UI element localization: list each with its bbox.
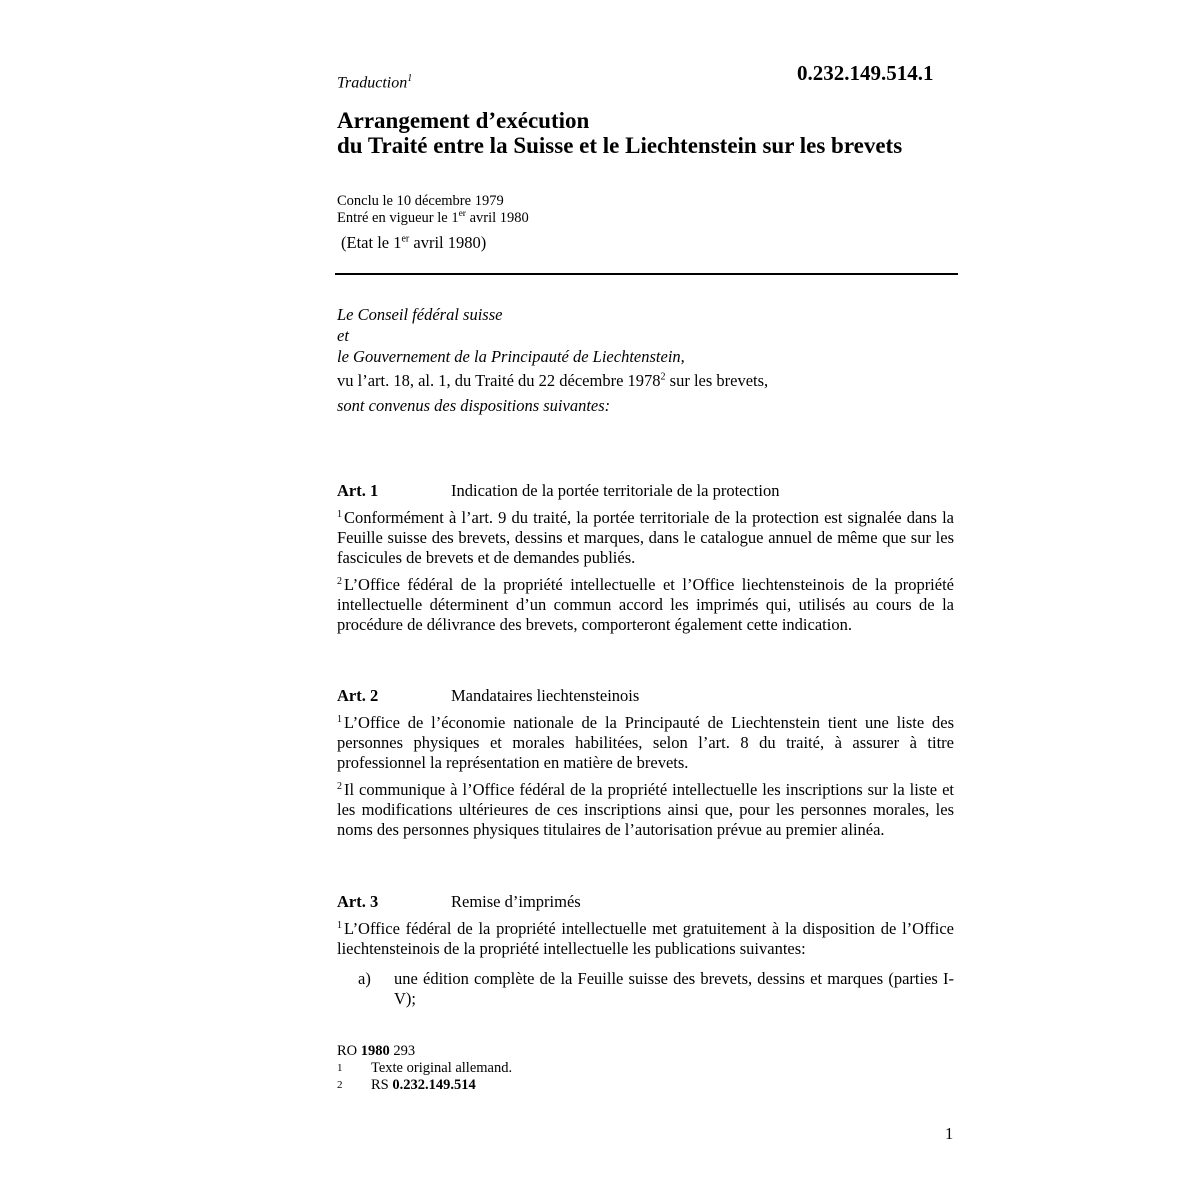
- article-title: Remise d’imprimés: [451, 892, 581, 911]
- footnote-ref[interactable]: 1: [407, 73, 413, 84]
- document-title: [337, 108, 977, 158]
- article-number: Art. 1: [337, 481, 379, 500]
- header-divider: [335, 273, 958, 275]
- list-item-label: a): [358, 969, 371, 988]
- list-item: [358, 969, 954, 1009]
- article-1: [337, 481, 954, 642]
- preamble-line: et: [337, 326, 349, 345]
- article-paragraph: $^1$ L’Office de l’économie nationale de la Principauté de Liechtenstein tient une liste des personnes physiques et morales habilitées, selon l’art. 8 du traité, à assurer à titre professionnel la représentation en matière de brevets.: [337, 713, 954, 772]
- preamble-line: le Gouvernement de la Principauté de Liechtenstein,: [337, 347, 685, 366]
- page-number: 1: [945, 1124, 954, 1143]
- article-heading: [337, 481, 954, 501]
- article-3: [337, 892, 954, 1009]
- footnote: [337, 1077, 512, 1094]
- state-date: (Etat le 1er avril 1980): [341, 233, 487, 252]
- footnote-text: Texte original allemand.: [371, 1060, 513, 1076]
- translation-label: Traduction$^1$: [337, 73, 413, 92]
- preamble-line: sont convenus des dispositions suivantes:: [337, 396, 611, 415]
- title-line: du Traité entre la Suisse et le Liechtenstein sur les brevets: [337, 133, 903, 158]
- list-item-text: une édition complète de la Feuille suisse des brevets, dessins et marques (parties I-V);: [394, 969, 954, 1008]
- footnote-number: 1: [337, 1062, 343, 1074]
- preamble-line: Le Conseil fédéral suisse: [337, 305, 503, 324]
- article-paragraph: $^1$ L’Office fédéral de la propriété intellectuelle met gratuitement à la disposition de l’Office liechtensteinois de la propriété intellectuelle les publications suivantes:: [337, 919, 954, 958]
- footnote-number: 2: [337, 1079, 343, 1091]
- footnote-text: RS 0.232.149.514: [371, 1077, 476, 1093]
- article-title: Mandataires liechtensteinois: [451, 686, 640, 705]
- preamble: [337, 304, 957, 416]
- article-paragraph: $^2$ L’Office fédéral de la propriété intellectuelle et l’Office liechtensteinois de la propriété intellectuelle déterminent d’un commun accord les imprimés qui, utilisés au cours de la procédure de délivrance des brevets, comporteront également cette indication.: [337, 575, 954, 634]
- article-number: Art. 3: [337, 892, 379, 911]
- article-2: [337, 686, 954, 847]
- document-number: 0.232.149.514.1: [797, 61, 934, 85]
- concluded-date: Conclu le 10 décembre 1979: [337, 193, 504, 209]
- article-number: Art. 2: [337, 686, 379, 705]
- official-collection-ref: RO 1980 293: [337, 1043, 416, 1059]
- preamble-line: vu l’art. 18, al. 1, du Traité du 22 décembre 1978$^2$ sur les brevets,: [337, 371, 769, 390]
- footnote: [337, 1060, 512, 1077]
- article-heading: [337, 892, 954, 912]
- article-paragraph: $^2$ Il communique à l’Office fédéral de la propriété intellectuelle les inscriptions sur la liste et les modifications ultérieures de ces inscriptions ainsi que, pour les personnes morales, les noms des personnes physiques titulaires de l’autorisation prévue au premier alinéa.: [337, 780, 954, 839]
- article-paragraph: $^1$ Conformément à l’art. 9 du traité, la portée territoriale de la protection est signalée dans la Feuille suisse des brevets, dessins et marques, dans le catalogue annuel de même que sur les fascicules de brevets et de demandes publiés.: [337, 508, 954, 567]
- in-force-date: Entré en vigueur le 1er avril 1980: [337, 209, 529, 226]
- title-line: Arrangement d’exécution: [337, 108, 590, 133]
- document-dates: [337, 193, 529, 227]
- article-heading: [337, 686, 954, 706]
- article-title: Indication de la portée territoriale de la protection: [451, 481, 780, 500]
- footnote-ref[interactable]: 2: [660, 371, 666, 383]
- footnotes: [337, 1043, 512, 1094]
